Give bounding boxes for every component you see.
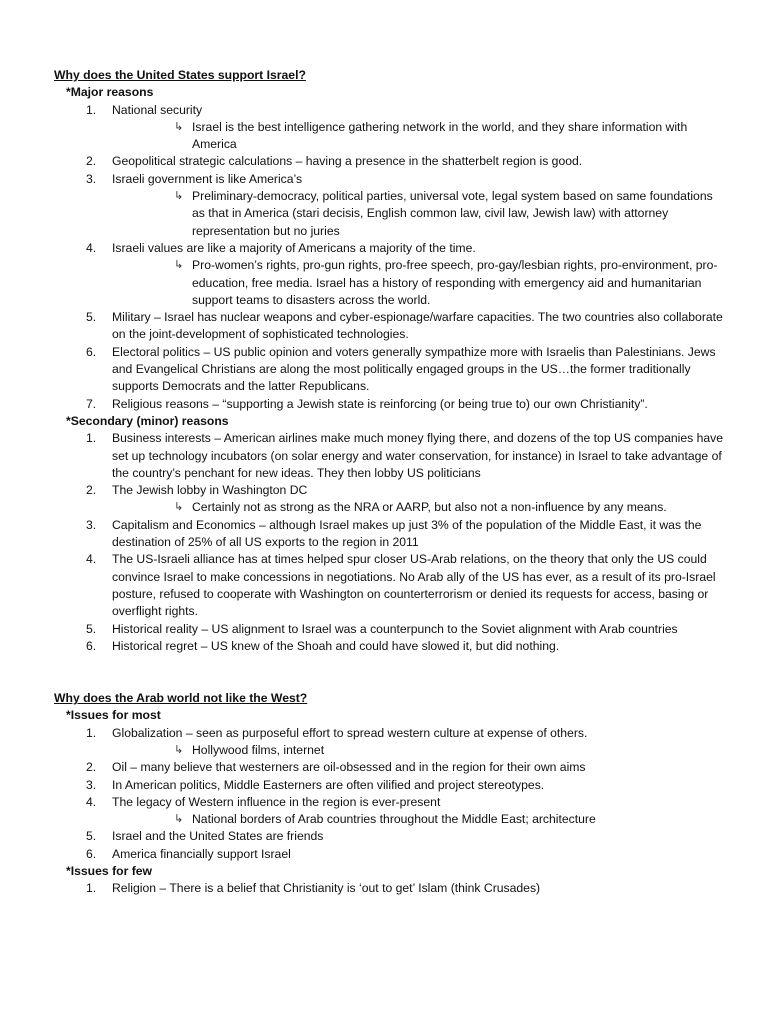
item-text: Oil – many believe that westerners are oil-obsessed and in the region for their own aims <box>112 760 586 775</box>
item-number: 4. <box>86 240 97 255</box>
group-label: *Major reasons <box>66 85 154 100</box>
document-section <box>54 67 728 655</box>
item-number: 6. <box>86 344 97 359</box>
sub-item-text: Pro-women’s rights, pro-gun rights, pro-free speech, pro-gay/lesbian rights, pro-environment, pro-education, free media. Israel has a history of responding with emergency aid and humanitarian support teams to disasters across the world. <box>192 258 718 307</box>
item-text: National security <box>112 102 203 117</box>
section-heading: Why does the Arab world not like the West? <box>54 691 308 706</box>
list-item <box>54 430 728 482</box>
list-item <box>54 846 728 863</box>
item-text: Israeli values are like a majority of Americans a majority of the time. <box>112 240 476 255</box>
group-label: *Issues for few <box>66 864 153 879</box>
arrow-bullet-icon: ↳ <box>174 501 184 514</box>
item-number: 3. <box>86 517 97 532</box>
numbered-list <box>54 725 728 863</box>
list-item <box>54 517 728 552</box>
item-number: 4. <box>86 552 97 567</box>
item-text: The US-Israeli alliance has at times helped spur closer US-Arab relations, on the theory that only the US could convince Israel to make concessions in negotiations. No Arab ally of the US has ever, as a result of its pro-Israel posture, refused to cooperate with Washington on counterterrorism or denied its requests for access, basing or overflight rights. <box>112 552 716 619</box>
arrow-bullet-icon: ↳ <box>174 259 184 272</box>
item-number: 1. <box>86 431 97 446</box>
item-number: 5. <box>86 621 97 636</box>
arrow-bullet-icon: ↳ <box>174 813 184 826</box>
list-item <box>54 794 728 829</box>
item-number: 2. <box>86 760 97 775</box>
item-number: 6. <box>86 846 97 861</box>
section-spacer <box>54 655 728 690</box>
sub-item <box>112 188 728 240</box>
arrow-bullet-icon: ↳ <box>174 743 184 756</box>
list-item <box>54 344 728 396</box>
item-text: Electoral politics – US public opinion and voters generally sympathize more with Israelis than Palestinians. Jews and Evangelical Christians are along the most politically engaged groups in the US…the former traditionally supports Democrats and the latter Republicans. <box>112 344 716 394</box>
list-item <box>54 240 728 309</box>
arrow-bullet-icon: ↳ <box>174 190 184 203</box>
sub-item-text: Hollywood films, internet <box>192 742 325 757</box>
item-text: Capitalism and Economics – although Israel makes up just 3% of the population of the Middle East, it was the destination of 25% of all US exports to the region in 2011 <box>112 517 702 550</box>
sub-item-text: National borders of Arab countries throughout the Middle East; architecture <box>192 812 596 827</box>
item-number: 5. <box>86 310 97 325</box>
item-text: Historical regret – US knew of the Shoah and could have slowed it, but did nothing. <box>112 638 560 653</box>
sub-item <box>112 119 728 154</box>
numbered-list <box>54 102 728 413</box>
item-number: 5. <box>86 829 97 844</box>
numbered-list <box>54 430 728 655</box>
sub-item <box>112 499 728 516</box>
item-number: 2. <box>86 483 97 498</box>
list-item <box>54 759 728 776</box>
list-item <box>54 102 728 154</box>
item-number: 2. <box>86 154 97 169</box>
item-text: Military – Israel has nuclear weapons and cyber-espionage/warfare capacities. The two countries also collaborate on the joint-development of sophisticated technologies. <box>112 310 723 342</box>
list-item <box>54 880 728 897</box>
item-number: 1. <box>86 102 97 117</box>
list-item <box>54 309 728 344</box>
item-text: Israeli government is like America’s <box>112 171 303 186</box>
list-item <box>54 777 728 794</box>
item-text: Israel and the United States are friends <box>112 829 324 844</box>
sub-item <box>112 257 728 309</box>
sub-item-text: Israel is the best intelligence gathering network in the world, and they share information with America <box>192 119 688 152</box>
group-label: *Issues for most <box>66 708 161 723</box>
sub-item-text: Certainly not as strong as the NRA or AARP, but also not a non-influence by any means. <box>192 500 667 515</box>
item-number: 7. <box>86 396 97 411</box>
numbered-list <box>54 880 728 897</box>
list-item <box>54 828 728 845</box>
list-item <box>54 482 728 517</box>
item-number: 1. <box>86 725 97 740</box>
item-text: Business interests – American airlines make much money flying there, and dozens of the top US companies have set up technology incubators (on solar energy and water conservation, for instance) in Israel to take advantage of the country’s penchant for new ideas. They then lobby US politicians <box>112 431 724 480</box>
list-item <box>54 638 728 655</box>
arrow-bullet-icon: ↳ <box>174 120 184 133</box>
item-number: 6. <box>86 638 97 653</box>
item-text: The Jewish lobby in Washington DC <box>112 483 308 498</box>
item-text: Geopolitical strategic calculations – having a presence in the shatterbelt region is good. <box>112 154 583 169</box>
item-text: Religious reasons – “supporting a Jewish state is reinforcing (or being true to) our own Christianity”. <box>112 396 648 411</box>
sub-item <box>112 811 728 828</box>
list-item <box>54 153 728 170</box>
item-text: Religion – There is a belief that Christianity is ‘out to get’ Islam (think Crusades) <box>112 881 541 896</box>
list-item <box>54 725 728 760</box>
list-item <box>54 396 728 413</box>
item-number: 1. <box>86 881 97 896</box>
item-number: 3. <box>86 171 97 186</box>
item-text: Globalization – seen as purposeful effort to spread western culture at expense of others. <box>112 725 588 740</box>
section-heading: Why does the United States support Israel? <box>54 68 306 82</box>
item-number: 4. <box>86 794 97 809</box>
item-text: Historical reality – US alignment to Israel was a counterpunch to the Soviet alignment with Arab countries <box>112 621 678 636</box>
list-item <box>54 171 728 240</box>
sub-item-text: Preliminary-democracy, political parties, universal vote, legal system based on same foundations as that in America (stari decisis, English common law, civil law, Jewish law) with attorney representation but no juries <box>192 189 713 238</box>
item-text: In American politics, Middle Easterners are often vilified and project stereotypes. <box>112 777 545 792</box>
group-label: *Secondary (minor) reasons <box>66 413 229 428</box>
item-text: America financially support Israel <box>112 846 291 861</box>
document-section <box>54 690 728 898</box>
list-item <box>54 621 728 638</box>
list-item <box>54 551 728 620</box>
item-number: 3. <box>86 777 97 792</box>
sub-item <box>112 742 728 759</box>
item-text: The legacy of Western influence in the region is ever-present <box>112 794 441 809</box>
